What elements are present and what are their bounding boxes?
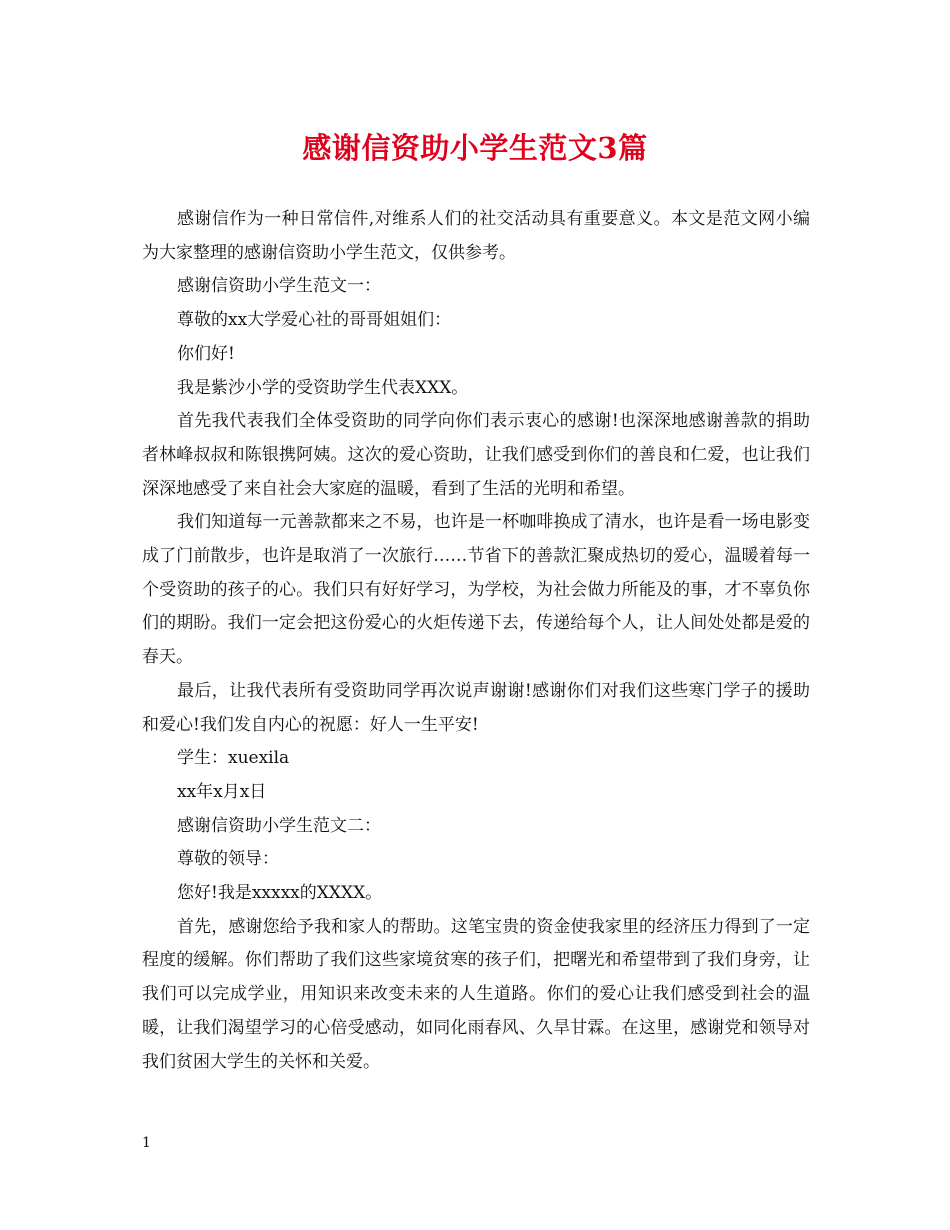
paragraph-greeting-two: 您好!我是xxxxx的XXXX。 xyxy=(177,883,383,904)
paragraph-closing-one: 最后，让我代表所有受资助同学再次说声谢谢!感谢你们对我们这些寒门学子的援助和爱心!我们发自内心的祝愿：好人一生平安! xyxy=(142,680,810,735)
paragraph-heading-sample-two: 感谢信资助小学生范文二： xyxy=(177,815,381,836)
paragraph-effort: 我们知道每一元善款都来之不易，也许是一杯咖啡换成了清水，也许是看一场电影变成了门前散步，也许是取消了一次旅行……节省下的善款汇聚成热切的爱心，温暖着每一个受资助的孩子的心。我们只有好好学习，为学校，为社会做力所能及的事，才不辜负你们的期盼。我们一定会把这份爱心的火炬传递下去，传递给每个人，让人间处处都是爱的春天。 xyxy=(142,512,810,668)
paragraph-thanks: 首先我代表我们全体受资助的同学向你们表示衷心的感谢!也深深地感谢善款的捐助者林峰叔叔和陈银携阿姨。这次的爱心资助，让我们感受到你们的善良和仁爱，也让我们深深地感受了来自社会大家庭的温暖，看到了生活的光明和希望。 xyxy=(142,411,810,499)
document-title: 感谢信资助小学生范文3篇 xyxy=(302,131,648,165)
document-body xyxy=(142,203,810,1079)
paragraph-salutation-two: 尊敬的领导： xyxy=(177,849,279,870)
paragraph-heading-sample-one: 感谢信资助小学生范文一： xyxy=(177,276,381,297)
paragraph-date: xx年x月x日 xyxy=(177,781,267,802)
paragraph-intro: 感谢信作为一种日常信件,对维系人们的社交活动具有重要意义。本文是范文网小编为大家整理的感谢信资助小学生范文，仅供参考。 xyxy=(142,209,810,263)
paragraph-salutation-one: 尊敬的xx大学爱心社的哥哥姐姐们： xyxy=(177,310,452,331)
page-number: 1 xyxy=(142,1135,151,1151)
paragraph-signature: 学生：xuexila xyxy=(177,748,290,769)
paragraph-greeting-one: 你们好! xyxy=(177,343,235,364)
paragraph-gratitude-two: 首先，感谢您给予我和家人的帮助。这笔宝贵的资金使我家里的经济压力得到了一定程度的缓解。你们帮助了我们这些家境贫寒的孩子们，把曙光和希望带到了我们身旁，让我们可以完成学业，用知识来改变未来的人生道路。你们的爱心让我们感受到社会的温暖，让我们渴望学习的心倍受感动，如同化雨春风、久旱甘霖。在这里，感谢党和领导对我们贫困大学生的关怀和关爱。 xyxy=(142,916,810,1072)
paragraph-self-intro-one: 我是紫沙小学的受资助学生代表XXX。 xyxy=(177,377,469,398)
